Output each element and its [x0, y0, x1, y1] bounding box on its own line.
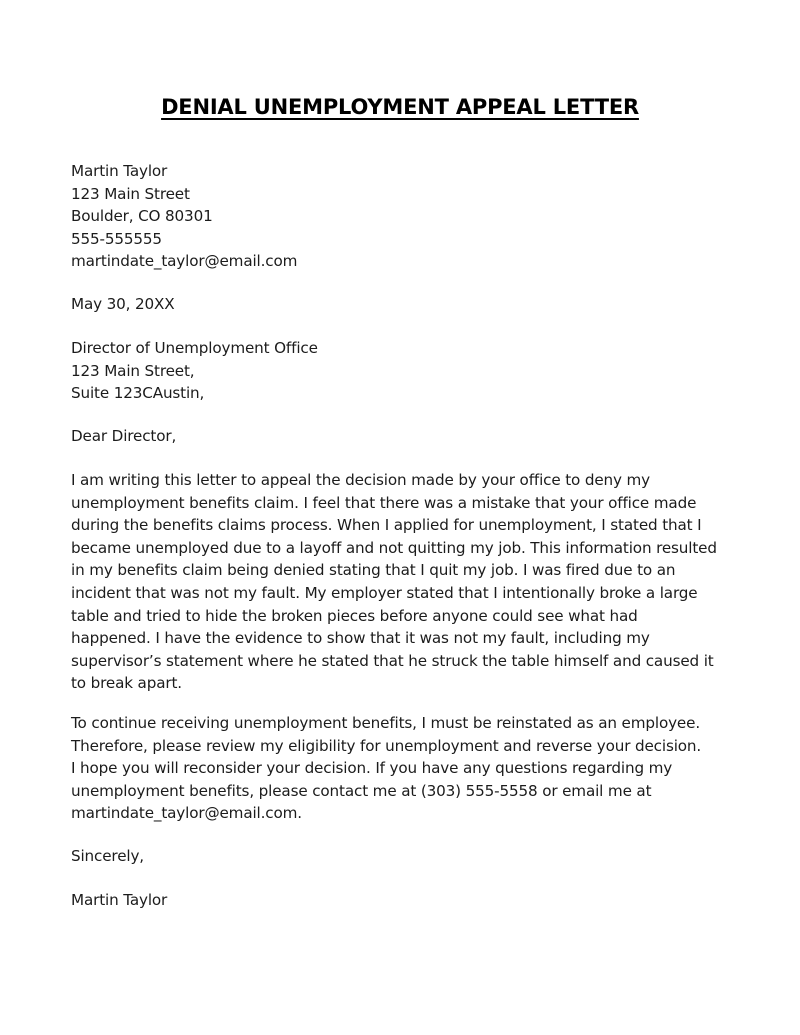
sender-phone: 555-555555: [71, 229, 162, 248]
letter-date: May 30, 20XX: [71, 295, 175, 313]
recipient-suite-city: Suite 123CAustin,: [71, 384, 205, 403]
body-paragraph-2: To continue receiving unemployment benefits, I must be reinstated as an employee. Therefore, please review my eligibility for unemployment and reverse your decision. I hope you will reconsider your decision. If you have any questions regarding my unemployment benefits, please contact me at (303) 555-5558 or email me at martindate_taylor@email.com.: [71, 714, 702, 823]
sender-block: [71, 160, 741, 273]
recipient-street: 123 Main Street,: [71, 361, 195, 380]
body-paragraph-1: I am writing this letter to appeal the decision made by your office to deny my unemployment benefits claim. I feel that there was a mistake that your office made during the benefits claims process. When I applied for unemployment, I stated that I became unemployed due to a layoff and not quitting my job. This information resulted in my benefits claim being denied stating that I quit my job. I was fired due to an incident that was not my fault. My employer stated that I intentionally broke a large table and tried to hide the broken pieces before anyone could see what had happened. I have the evidence to show that it was not my fault, including my supervisor’s statement where he stated that he struck the table himself and caused it to break apart.: [71, 471, 717, 693]
signature: Martin Taylor: [71, 891, 168, 909]
sender-name: Martin Taylor: [71, 162, 168, 180]
salutation: Dear Director,: [71, 427, 177, 445]
recipient-title: Director of Unemployment Office: [71, 339, 318, 357]
document-title: DENIAL UNEMPLOYMENT APPEAL LETTER: [161, 95, 639, 119]
sender-street: 123 Main Street: [71, 184, 190, 203]
sender-city-state-zip: Boulder, CO 80301: [71, 207, 213, 226]
closing: Sincerely,: [71, 847, 144, 865]
recipient-block: [71, 337, 741, 405]
sender-email: martindate_taylor@email.com: [71, 252, 298, 271]
